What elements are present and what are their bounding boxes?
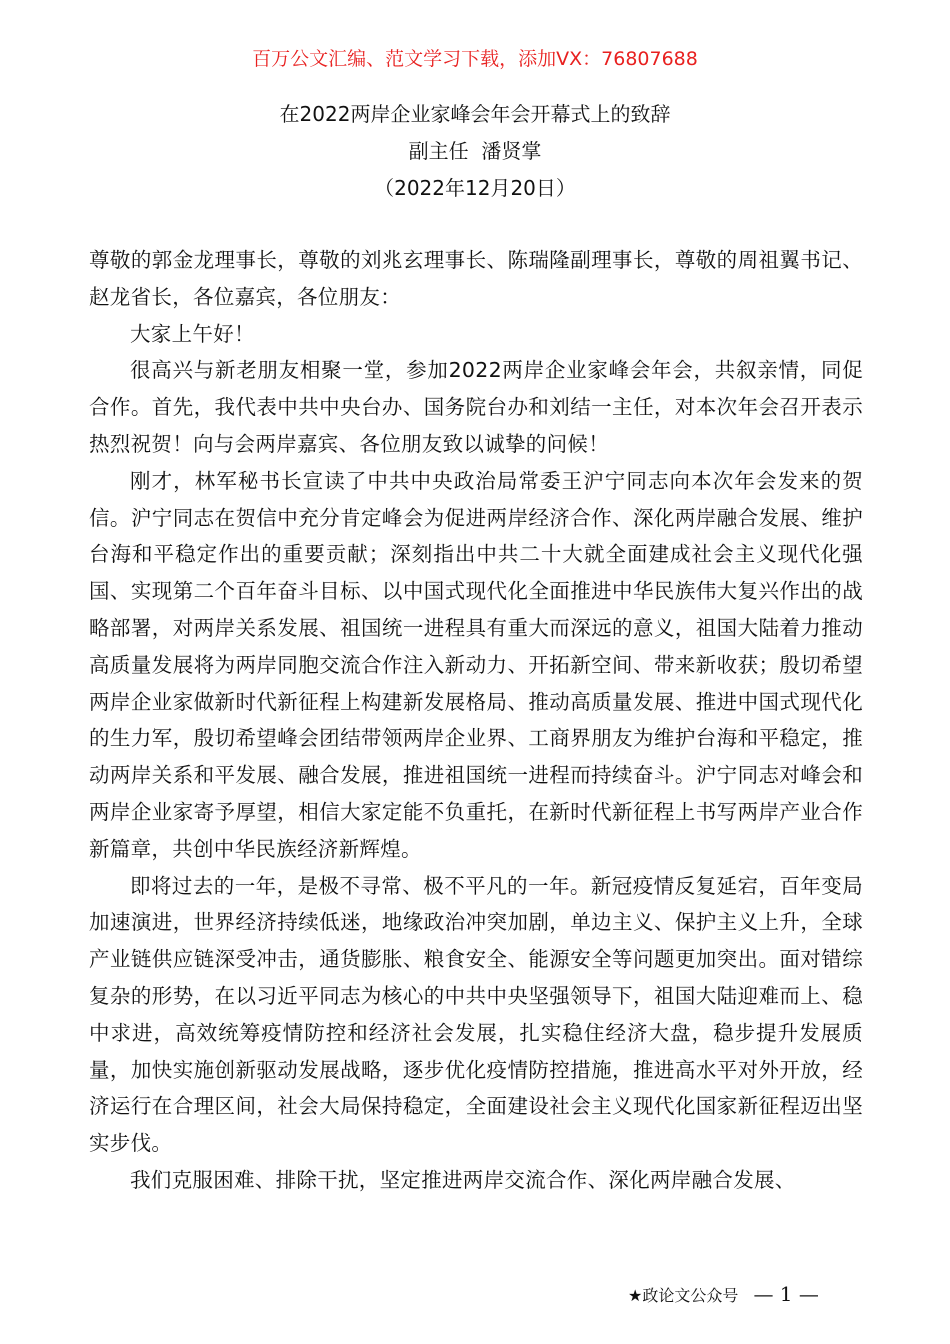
paragraph: 很高兴与新老朋友相聚一堂，参加2022两岸企业家峰会年会，共叙亲情，同促合作。首先，我代表中共中央台办、国务院台办和刘结一主任，对本次年会召开表示热烈祝贺！向与会两岸嘉宾、各位朋友致以诚挚的问候！ <box>89 358 863 456</box>
salutation: 尊敬的郭金龙理事长，尊敬的刘兆玄理事长、陈瑞隆副理事长，尊敬的周祖翼书记、赵龙省长，各位嘉宾，各位朋友： <box>89 248 863 309</box>
speaker-line: 副主任 潘贤掌 <box>408 139 542 163</box>
watermark-banner: 百万公文汇编、范文学习下载，添加VX：76807688 <box>252 48 698 70</box>
page-footer <box>628 1282 819 1308</box>
document-body <box>89 242 863 1199</box>
page-number: — 1 — <box>753 1282 819 1306</box>
paragraph: 即将过去的一年，是极不寻常、极不平凡的一年。新冠疫情反复延宕，百年变局加速演进，世界经济持续低迷，地缘政治冲突加剧，单边主义、保护主义上升，全球产业链供应链深受冲击，通货膨胀、粮食安全、能源安全等问题更加突出。面对错综复杂的形势，在以习近平同志为核心的中共中央坚强领导下，祖国大陆迎难而上、稳中求进，高效统筹疫情防控和经济社会发展，扎实稳住经济大盘，稳步提升发展质量，加快实施创新驱动发展战略，逐步优化疫情防控措施，推进高水平对外开放，经济运行在合理区间，社会大局保持稳定，全面建设社会主义现代化国家新征程迈出坚实步伐。 <box>89 873 863 1156</box>
paragraph: 刚才，林军秘书长宣读了中共中央政治局常委王沪宁同志向本次年会发来的贺信。沪宁同志在贺信中充分肯定峰会为促进两岸经济合作、深化两岸融合发展、维护台海和平稳定作出的重要贡献；深刻指出中共二十大就全面建成社会主义现代化强国、实现第二个百年奋斗目标、以中国式现代化全面推进中华民族伟大复兴作出的战略部署，对两岸关系发展、祖国统一进程具有重大而深远的意义，祖国大陆着力推动高质量发展将为两岸同胞交流合作注入新动力、开拓新空间、带来新收获；殷切希望两岸企业家做新时代新征程上构建新发展格局、推动高质量发展、推进中国式现代化的生力军，殷切希望峰会团结带领两岸企业界、工商界朋友为维护台海和平稳定，推动两岸关系和平发展、融合发展，推进祖国统一进程而持续奋斗。沪宁同志对峰会和两岸企业家寄予厚望，相信大家定能不负重托，在新时代新征程上书写两岸产业合作新篇章，共创中华民族经济新辉煌。 <box>89 468 863 861</box>
paragraph-greeting: 大家上午好！ <box>130 321 255 346</box>
document-header <box>0 96 950 207</box>
document-date: （2022年12月20日） <box>374 176 576 200</box>
footer-source: ★政论文公众号 <box>628 1286 739 1305</box>
paragraph: 我们克服困难、排除干扰，坚定推进两岸交流合作、深化两岸融合发展、 <box>130 1167 796 1192</box>
document-title: 在2022两岸企业家峰会年会开幕式上的致辞 <box>279 102 671 126</box>
